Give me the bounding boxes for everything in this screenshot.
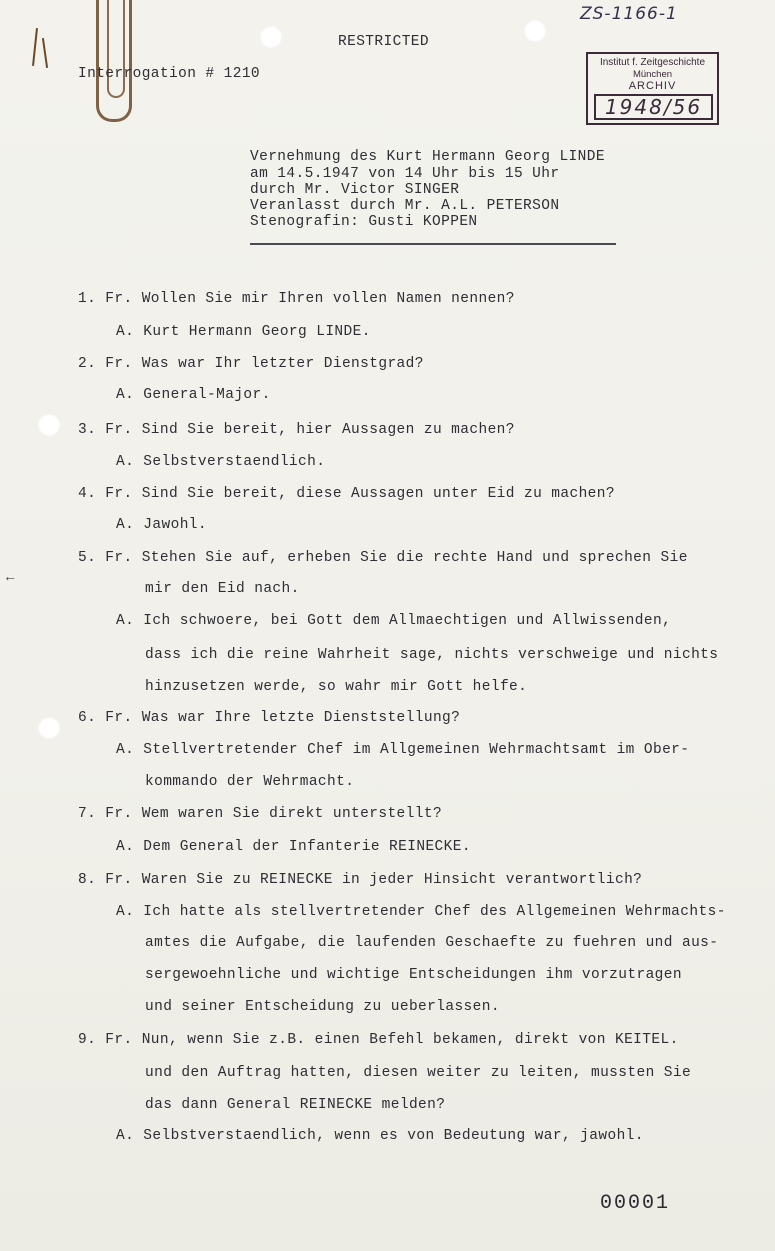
margin-arrow-mark: ← bbox=[6, 570, 15, 586]
handwritten-reference: ZS-1166-1 bbox=[580, 4, 678, 24]
answer-continuation: und seiner Entscheidung zu ueberlassen. bbox=[145, 999, 500, 1015]
classification-label: RESTRICTED bbox=[338, 34, 430, 50]
answer-line: A. Selbstverstaendlich, wenn es von Bedeutung war, jawohl. bbox=[116, 1128, 644, 1144]
answer-line: A. Stellvertretender Chef im Allgemeinen Wehrmachtsamt im Ober- bbox=[116, 742, 690, 758]
question-line: 2. Fr. Was war Ihr letzter Dienstgrad? bbox=[78, 356, 424, 372]
question-line: 4. Fr. Sind Sie bereit, diese Aussagen unter Eid zu machen? bbox=[78, 486, 615, 502]
pencil-mark-2 bbox=[42, 38, 48, 68]
answer-line: A. Selbstverstaendlich. bbox=[116, 454, 326, 470]
answer-continuation: kommando der Wehrmacht. bbox=[145, 774, 355, 790]
header-line: Stenografin: Gusti KOPPEN bbox=[250, 214, 478, 230]
answer-line: A. Dem General der Infanterie REINECKE. bbox=[116, 839, 471, 855]
question-line: 9. Fr. Nun, wenn Sie z.B. einen Befehl bekamen, direkt von KEITEL. bbox=[78, 1032, 679, 1048]
interrogation-number: Interrogation # 1210 bbox=[78, 66, 261, 82]
header-line: am 14.5.1947 von 14 Uhr bis 15 Uhr bbox=[250, 166, 560, 182]
question-continuation: mir den Eid nach. bbox=[145, 581, 300, 597]
stamp-institute: Institut f. Zeitgeschichte bbox=[599, 57, 706, 68]
answer-line: A. Kurt Hermann Georg LINDE. bbox=[116, 324, 371, 340]
archive-stamp bbox=[586, 52, 719, 125]
pencil-mark bbox=[32, 28, 38, 66]
punch-hole-left-lower bbox=[38, 717, 60, 739]
punch-hole-top-left bbox=[260, 26, 282, 48]
question-continuation: das dann General REINECKE melden? bbox=[145, 1097, 446, 1113]
punch-hole-top-right bbox=[524, 20, 546, 42]
header-line: Veranlasst durch Mr. A.L. PETERSON bbox=[250, 198, 560, 214]
answer-line: A. Ich schwoere, bei Gott dem Allmaechtigen und Allwissenden, bbox=[116, 613, 672, 629]
question-line: 1. Fr. Wollen Sie mir Ihren vollen Namen nennen? bbox=[78, 291, 515, 307]
question-line: 5. Fr. Stehen Sie auf, erheben Sie die rechte Hand und sprechen Sie bbox=[78, 550, 688, 566]
answer-continuation: hinzusetzen werde, so wahr mir Gott helfe. bbox=[145, 679, 528, 695]
punch-hole-left-upper bbox=[38, 414, 60, 436]
question-line: 7. Fr. Wem waren Sie direkt unterstellt? bbox=[78, 806, 443, 822]
stamp-archive: ARCHIV bbox=[628, 80, 677, 92]
page-number: 00001 bbox=[600, 1192, 671, 1215]
answer-continuation: dass ich die reine Wahrheit sage, nichts verschweige und nichts bbox=[145, 647, 719, 663]
stamp-number: 1948/56 bbox=[594, 94, 713, 120]
question-line: 6. Fr. Was war Ihre letzte Dienststellung? bbox=[78, 710, 461, 726]
header-line: Vernehmung des Kurt Hermann Georg LINDE bbox=[250, 149, 605, 165]
answer-continuation: amtes die Aufgabe, die laufenden Geschaefte zu fuehren und aus- bbox=[145, 935, 719, 951]
header-line: durch Mr. Victor SINGER bbox=[250, 182, 460, 198]
answer-line: A. Jawohl. bbox=[116, 517, 208, 533]
stamp-city: München bbox=[632, 69, 673, 80]
answer-line: A. Ich hatte als stellvertretender Chef des Allgemeinen Wehrmachts- bbox=[116, 904, 726, 920]
answer-continuation: sergewoehnliche und wichtige Entscheidungen ihm vorzutragen bbox=[145, 967, 682, 983]
answer-line: A. General-Major. bbox=[116, 387, 271, 403]
paper-clip-mark bbox=[96, 0, 132, 122]
question-line: 3. Fr. Sind Sie bereit, hier Aussagen zu machen? bbox=[78, 422, 515, 438]
header-underline bbox=[250, 243, 616, 245]
question-continuation: und den Auftrag hatten, diesen weiter zu leiten, mussten Sie bbox=[145, 1065, 692, 1081]
question-line: 8. Fr. Waren Sie zu REINECKE in jeder Hinsicht verantwortlich? bbox=[78, 872, 643, 888]
